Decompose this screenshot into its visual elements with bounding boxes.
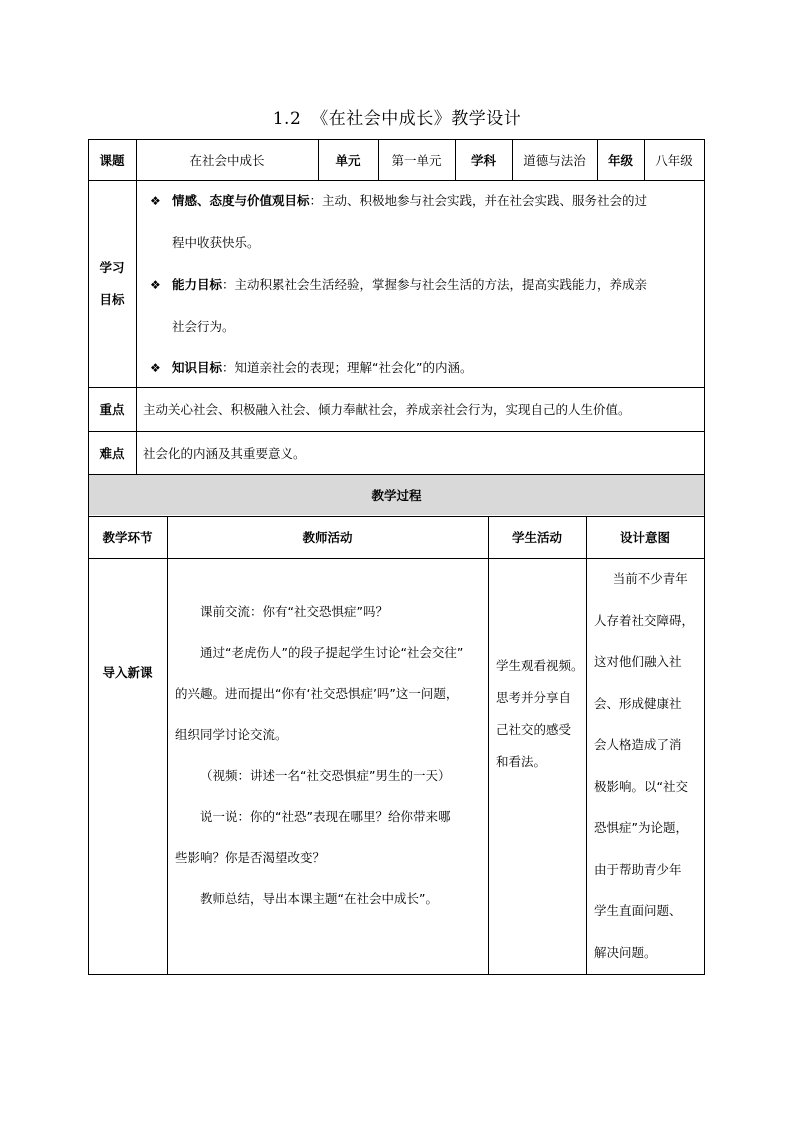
teacher-line: 教师总结，导出本课主题“在社会中成长”。 — [200, 891, 438, 906]
process-title: 教学过程 — [371, 488, 422, 503]
student-line: 己社交的感受 — [496, 722, 572, 737]
intent-line: 会、形成健康社 — [594, 695, 682, 711]
student-activity — [496, 650, 586, 778]
column-header-teacher: 教师活动 — [302, 530, 353, 545]
subject-label: 学科 — [470, 152, 496, 168]
lesson-plan-table — [88, 139, 705, 974]
intent-line: 解决问题。 — [594, 944, 657, 960]
teacher-line: 通过“老虎伤人”的段子提起学生讨论“社会交往” — [200, 645, 464, 660]
grade-label: 年级 — [607, 152, 633, 168]
objective-label: 能力目标 — [172, 277, 223, 292]
column-header-intent: 设计意图 — [619, 530, 670, 545]
difficult-point-label: 难点 — [99, 445, 125, 461]
key-point-label: 重点 — [99, 402, 125, 417]
column-header-student: 学生活动 — [511, 530, 562, 545]
intent-line: 极影响。以“社交 — [594, 778, 688, 794]
intent-line: 学生直面问题、 — [594, 903, 682, 918]
teacher-line: 课前交流：你有“社交恐惧症”吗？ — [200, 604, 388, 619]
unit-label: 单元 — [335, 152, 361, 168]
teacher-activity — [175, 591, 485, 919]
topic-label: 课题 — [99, 152, 125, 168]
subject-value: 道德与法治 — [523, 152, 586, 168]
objective-text-continued: 社会行为。 — [172, 319, 235, 334]
objective-item-knowledge — [150, 347, 700, 389]
objective-text: ：主动、积极地参与社会实践，并在社会实践、服务社会的过 — [309, 193, 648, 208]
intent-line: 人存着社交障碍， — [594, 612, 695, 628]
objectives-label — [88, 180, 136, 387]
intent-line: 恐惧症”为论题， — [594, 820, 688, 835]
difficult-point-text: 社会化的内涵及其重要意义。 — [143, 445, 306, 461]
objective-item-ability — [150, 264, 700, 348]
student-line: 学生观看视频。 — [496, 658, 584, 673]
unit-value: 第一单元 — [391, 152, 442, 168]
student-line: 思考并分享自 — [496, 690, 572, 705]
intent-line: 当前不少青年 — [612, 571, 688, 586]
objectives-label-line1: 学习 — [99, 259, 125, 275]
topic-value: 在社会中成长 — [189, 152, 265, 168]
objective-item-emotion — [150, 180, 700, 264]
objective-text: ：知道亲社会的表现；理解“社会化”的内涵。 — [222, 360, 473, 375]
diamond-bullet-icon: ❖ — [150, 194, 161, 208]
teacher-line: 说一说：你的“社恐”表现在哪里？给你带来哪 — [200, 809, 451, 824]
teacher-line: 组织同学讨论交流。 — [175, 727, 288, 742]
intent-line: 这对他们融入社 — [594, 654, 682, 669]
objective-label: 情感、态度与价值观目标 — [172, 193, 310, 208]
objective-text-continued: 程中收获快乐。 — [172, 235, 260, 250]
diamond-bullet-icon: ❖ — [150, 361, 161, 375]
teacher-line: 的兴趣。进而提出“你有‘社交恐惧症’吗”这一问题， — [175, 686, 459, 701]
student-line: 和看法。 — [496, 754, 547, 769]
teacher-line: 些影响？你是否渴望改变？ — [175, 850, 326, 865]
column-header-stage: 教学环节 — [102, 530, 153, 545]
design-intent — [594, 558, 702, 973]
document-title — [0, 104, 794, 129]
intent-line: 由于帮助青少年 — [594, 861, 682, 877]
key-point-text: 主动关心社会、积极融入社会、倾力奉献社会，养成亲社会行为，实现自己的人生价值。 — [143, 402, 631, 417]
intent-line: 会人格造成了消 — [594, 737, 682, 752]
grade-value: 八年级 — [655, 152, 693, 168]
objectives-label-line2: 目标 — [99, 291, 125, 307]
objective-label: 知识目标 — [172, 360, 223, 375]
title-text: 《在社会中成长》教学设计 — [311, 109, 522, 129]
stage-intro: 导入新课 — [102, 665, 153, 680]
teacher-line: （视频：讲述一名“社交恐惧症”男生的一天） — [200, 768, 451, 783]
section-number: 1.2 — [272, 109, 302, 129]
objective-text: ：主动积累社会生活经验，掌握参与社会生活的方法，提高实践能力，养成亲 — [222, 277, 648, 292]
diamond-bullet-icon: ❖ — [150, 278, 161, 292]
